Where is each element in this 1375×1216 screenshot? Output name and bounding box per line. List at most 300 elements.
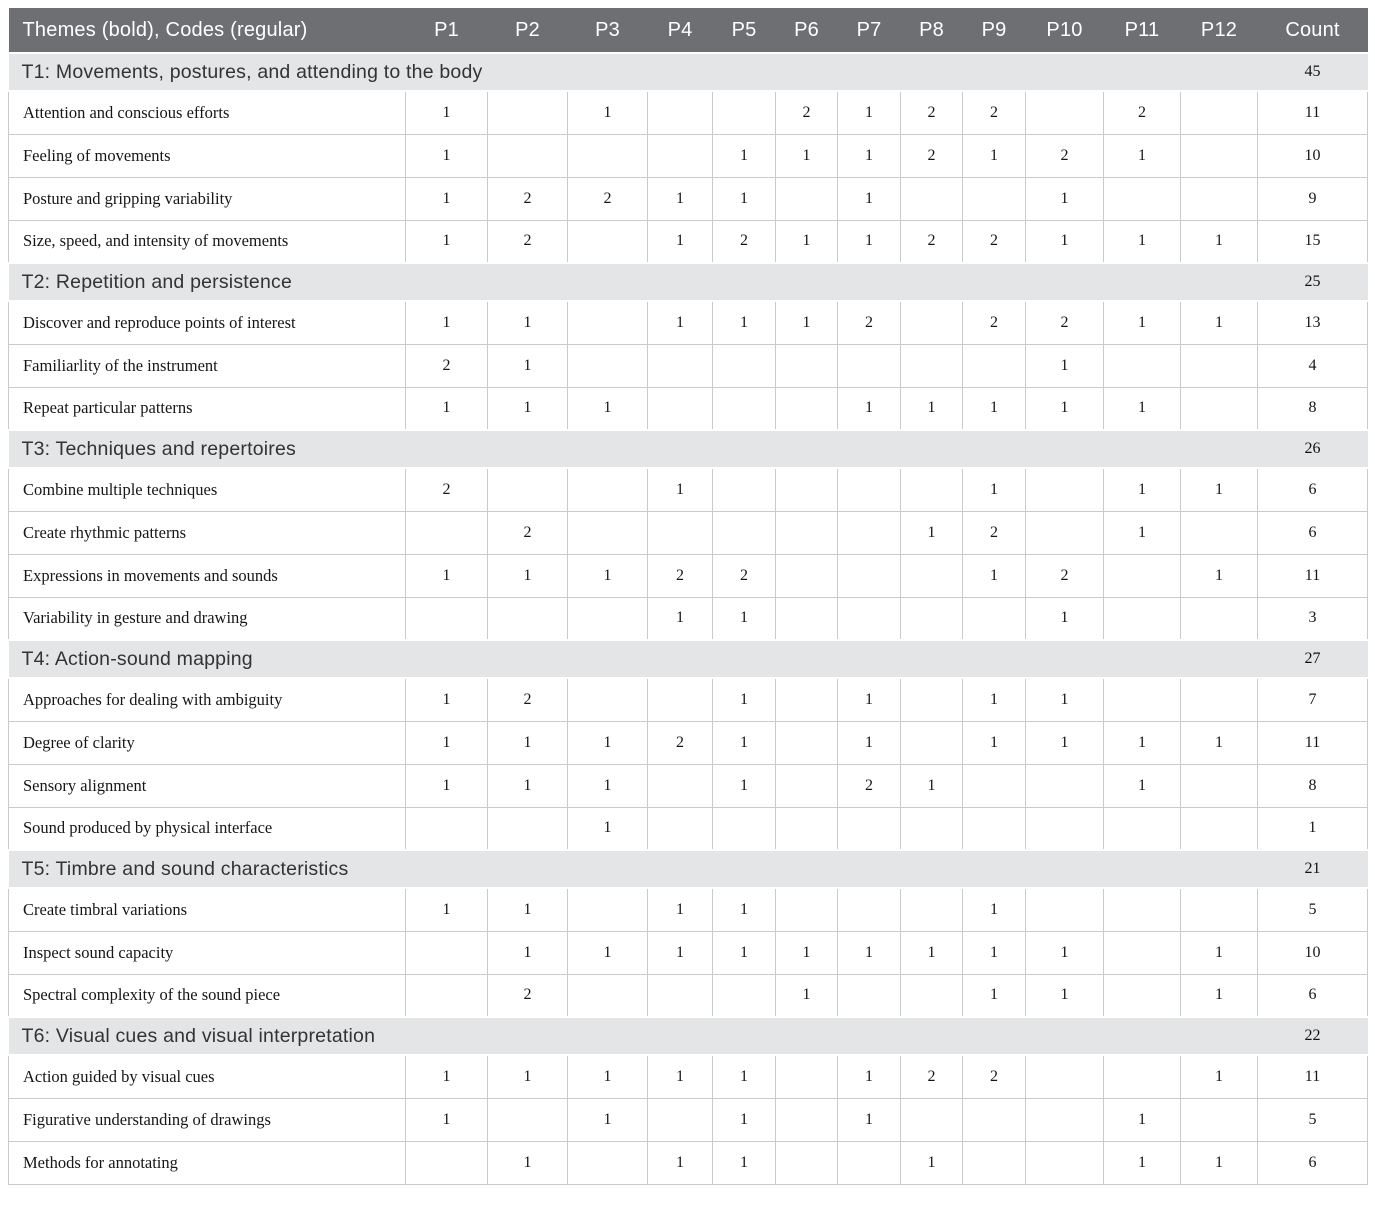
- value-cell-p8: [901, 1098, 963, 1141]
- value-cell-p5: 1: [713, 931, 776, 974]
- value-cell-p12: [1181, 764, 1258, 807]
- value-cell-p8: 1: [901, 1141, 963, 1184]
- value-cell-p8: [901, 888, 963, 931]
- value-cell-p3: 1: [568, 764, 648, 807]
- value-cell-p8: 2: [901, 1055, 963, 1098]
- value-cell-p11: 1: [1104, 468, 1181, 511]
- row-count: 11: [1258, 721, 1368, 764]
- value-cell-p7: [838, 554, 901, 597]
- value-cell-p5: 1: [713, 597, 776, 640]
- value-cell-p8: [901, 344, 963, 387]
- value-cell-p1: 1: [406, 387, 488, 430]
- value-cell-p4: [648, 678, 713, 721]
- value-cell-p7: 1: [838, 1055, 901, 1098]
- value-cell-p5: 1: [713, 1141, 776, 1184]
- code-row: [9, 91, 1368, 134]
- row-count: 11: [1258, 91, 1368, 134]
- value-cell-p2: 2: [488, 511, 568, 554]
- column-header-p5: P5: [713, 8, 776, 53]
- row-count: 8: [1258, 764, 1368, 807]
- theme-label: T3: Techniques and repertoires: [9, 430, 1258, 468]
- value-cell-p3: 1: [568, 1055, 648, 1098]
- value-cell-p4: 2: [648, 721, 713, 764]
- value-cell-p5: 1: [713, 177, 776, 220]
- value-cell-p5: 1: [713, 301, 776, 344]
- value-cell-p9: 1: [963, 554, 1026, 597]
- column-header-p12: P12: [1181, 8, 1258, 53]
- value-cell-p11: 1: [1104, 301, 1181, 344]
- code-row: [9, 931, 1368, 974]
- value-cell-p12: [1181, 597, 1258, 640]
- value-cell-p7: 1: [838, 931, 901, 974]
- value-cell-p2: 1: [488, 764, 568, 807]
- value-cell-p7: [838, 974, 901, 1017]
- value-cell-p6: [776, 597, 838, 640]
- value-cell-p12: 1: [1181, 931, 1258, 974]
- theme-count: 21: [1258, 850, 1368, 888]
- row-count: 3: [1258, 597, 1368, 640]
- value-cell-p10: 2: [1026, 134, 1104, 177]
- code-row: [9, 974, 1368, 1017]
- value-cell-p5: 1: [713, 134, 776, 177]
- row-count: 13: [1258, 301, 1368, 344]
- value-cell-p1: 1: [406, 134, 488, 177]
- theme-count: 45: [1258, 53, 1368, 91]
- value-cell-p1: [406, 1141, 488, 1184]
- value-cell-p10: [1026, 888, 1104, 931]
- value-cell-p5: 2: [713, 554, 776, 597]
- value-cell-p3: 1: [568, 1098, 648, 1141]
- theme-label: T6: Visual cues and visual interpretation: [9, 1017, 1258, 1055]
- row-count: 15: [1258, 220, 1368, 263]
- code-label: Sound produced by physical interface: [9, 807, 406, 850]
- value-cell-p6: 1: [776, 931, 838, 974]
- column-header-p1: P1: [406, 8, 488, 53]
- value-cell-p11: 1: [1104, 220, 1181, 263]
- theme-label: T1: Movements, postures, and attending to the body: [9, 53, 1258, 91]
- value-cell-p9: 1: [963, 387, 1026, 430]
- code-label: Feeling of movements: [9, 134, 406, 177]
- row-count: 6: [1258, 974, 1368, 1017]
- value-cell-p2: 1: [488, 888, 568, 931]
- value-cell-p11: [1104, 597, 1181, 640]
- code-label: Posture and gripping variability: [9, 177, 406, 220]
- value-cell-p3: 2: [568, 177, 648, 220]
- value-cell-p9: 2: [963, 301, 1026, 344]
- value-cell-p3: 1: [568, 807, 648, 850]
- value-cell-p1: 1: [406, 554, 488, 597]
- value-cell-p12: [1181, 134, 1258, 177]
- value-cell-p7: [838, 888, 901, 931]
- row-count: 5: [1258, 888, 1368, 931]
- value-cell-p4: [648, 974, 713, 1017]
- value-cell-p12: 1: [1181, 301, 1258, 344]
- value-cell-p6: [776, 511, 838, 554]
- value-cell-p2: [488, 91, 568, 134]
- value-cell-p2: [488, 597, 568, 640]
- value-cell-p8: [901, 177, 963, 220]
- value-cell-p4: [648, 764, 713, 807]
- code-label: Expressions in movements and sounds: [9, 554, 406, 597]
- code-label: Methods for annotating: [9, 1141, 406, 1184]
- value-cell-p1: 1: [406, 678, 488, 721]
- code-row: [9, 888, 1368, 931]
- value-cell-p11: 1: [1104, 1141, 1181, 1184]
- value-cell-p1: 1: [406, 1055, 488, 1098]
- row-count: 1: [1258, 807, 1368, 850]
- value-cell-p9: [963, 1141, 1026, 1184]
- value-cell-p4: [648, 134, 713, 177]
- code-label: Attention and conscious efforts: [9, 91, 406, 134]
- value-cell-p8: 2: [901, 220, 963, 263]
- value-cell-p5: [713, 387, 776, 430]
- themes-codes-table: [8, 8, 1368, 1185]
- value-cell-p8: 1: [901, 511, 963, 554]
- value-cell-p7: 1: [838, 1098, 901, 1141]
- code-label: Repeat particular patterns: [9, 387, 406, 430]
- value-cell-p9: [963, 1098, 1026, 1141]
- value-cell-p7: 1: [838, 387, 901, 430]
- value-cell-p3: [568, 511, 648, 554]
- value-cell-p12: [1181, 511, 1258, 554]
- value-cell-p4: 1: [648, 931, 713, 974]
- value-cell-p8: [901, 597, 963, 640]
- value-cell-p4: 1: [648, 1055, 713, 1098]
- value-cell-p2: 2: [488, 177, 568, 220]
- value-cell-p7: 1: [838, 678, 901, 721]
- column-header-p11: P11: [1104, 8, 1181, 53]
- value-cell-p10: [1026, 91, 1104, 134]
- value-cell-p12: [1181, 888, 1258, 931]
- code-row: [9, 554, 1368, 597]
- value-cell-p6: 1: [776, 301, 838, 344]
- value-cell-p1: [406, 974, 488, 1017]
- value-cell-p6: 1: [776, 974, 838, 1017]
- theme-row: [9, 1017, 1368, 1055]
- value-cell-p6: [776, 1141, 838, 1184]
- value-cell-p12: 1: [1181, 554, 1258, 597]
- value-cell-p7: [838, 597, 901, 640]
- code-label: Spectral complexity of the sound piece: [9, 974, 406, 1017]
- value-cell-p12: 1: [1181, 1141, 1258, 1184]
- value-cell-p10: [1026, 764, 1104, 807]
- value-cell-p3: 1: [568, 931, 648, 974]
- value-cell-p11: [1104, 888, 1181, 931]
- value-cell-p12: [1181, 344, 1258, 387]
- value-cell-p5: [713, 511, 776, 554]
- column-header-p9: P9: [963, 8, 1026, 53]
- value-cell-p10: 2: [1026, 301, 1104, 344]
- value-cell-p10: 1: [1026, 387, 1104, 430]
- value-cell-p1: 2: [406, 468, 488, 511]
- value-cell-p7: 1: [838, 91, 901, 134]
- row-count: 7: [1258, 678, 1368, 721]
- theme-label: T2: Repetition and persistence: [9, 263, 1258, 301]
- value-cell-p8: [901, 554, 963, 597]
- value-cell-p12: [1181, 1098, 1258, 1141]
- value-cell-p10: [1026, 1098, 1104, 1141]
- value-cell-p12: [1181, 177, 1258, 220]
- code-label: Approaches for dealing with ambiguity: [9, 678, 406, 721]
- value-cell-p4: 1: [648, 468, 713, 511]
- value-cell-p11: 2: [1104, 91, 1181, 134]
- value-cell-p11: 1: [1104, 721, 1181, 764]
- value-cell-p2: 1: [488, 1141, 568, 1184]
- code-row: [9, 468, 1368, 511]
- row-count: 6: [1258, 511, 1368, 554]
- value-cell-p8: [901, 721, 963, 764]
- value-cell-p2: [488, 1098, 568, 1141]
- code-row: [9, 764, 1368, 807]
- value-cell-p4: [648, 344, 713, 387]
- value-cell-p7: [838, 344, 901, 387]
- value-cell-p5: 1: [713, 1098, 776, 1141]
- value-cell-p12: 1: [1181, 721, 1258, 764]
- value-cell-p6: [776, 554, 838, 597]
- row-count: 11: [1258, 554, 1368, 597]
- row-count: 11: [1258, 1055, 1368, 1098]
- value-cell-p11: [1104, 554, 1181, 597]
- code-row: [9, 1055, 1368, 1098]
- column-header-themes-codes: Themes (bold), Codes (regular): [9, 8, 406, 53]
- value-cell-p6: 1: [776, 134, 838, 177]
- value-cell-p4: [648, 1098, 713, 1141]
- value-cell-p3: 1: [568, 721, 648, 764]
- value-cell-p9: 1: [963, 468, 1026, 511]
- value-cell-p9: 1: [963, 931, 1026, 974]
- code-label: Inspect sound capacity: [9, 931, 406, 974]
- value-cell-p8: 1: [901, 764, 963, 807]
- value-cell-p12: 1: [1181, 220, 1258, 263]
- value-cell-p2: 1: [488, 931, 568, 974]
- value-cell-p3: 1: [568, 554, 648, 597]
- row-count: 9: [1258, 177, 1368, 220]
- value-cell-p4: 1: [648, 301, 713, 344]
- value-cell-p9: 1: [963, 888, 1026, 931]
- column-header-p2: P2: [488, 8, 568, 53]
- column-header-p4: P4: [648, 8, 713, 53]
- theme-count: 27: [1258, 640, 1368, 678]
- value-cell-p2: [488, 134, 568, 177]
- code-row: [9, 807, 1368, 850]
- value-cell-p10: [1026, 1055, 1104, 1098]
- value-cell-p4: [648, 511, 713, 554]
- header-row: [9, 8, 1368, 53]
- value-cell-p9: 1: [963, 678, 1026, 721]
- value-cell-p8: 1: [901, 931, 963, 974]
- value-cell-p5: [713, 974, 776, 1017]
- column-header-p8: P8: [901, 8, 963, 53]
- value-cell-p1: [406, 511, 488, 554]
- code-row: [9, 721, 1368, 764]
- value-cell-p6: 1: [776, 220, 838, 263]
- value-cell-p1: 1: [406, 220, 488, 263]
- value-cell-p5: 1: [713, 888, 776, 931]
- value-cell-p6: [776, 1098, 838, 1141]
- value-cell-p8: 2: [901, 134, 963, 177]
- value-cell-p3: [568, 468, 648, 511]
- value-cell-p11: 1: [1104, 764, 1181, 807]
- value-cell-p12: [1181, 678, 1258, 721]
- code-label: Degree of clarity: [9, 721, 406, 764]
- row-count: 4: [1258, 344, 1368, 387]
- code-row: [9, 177, 1368, 220]
- row-count: 6: [1258, 1141, 1368, 1184]
- value-cell-p2: 1: [488, 387, 568, 430]
- code-label: Discover and reproduce points of interest: [9, 301, 406, 344]
- row-count: 10: [1258, 134, 1368, 177]
- value-cell-p6: [776, 807, 838, 850]
- value-cell-p6: [776, 678, 838, 721]
- value-cell-p12: 1: [1181, 974, 1258, 1017]
- value-cell-p5: 2: [713, 220, 776, 263]
- value-cell-p1: 1: [406, 721, 488, 764]
- value-cell-p7: 1: [838, 134, 901, 177]
- value-cell-p2: [488, 807, 568, 850]
- value-cell-p11: [1104, 974, 1181, 1017]
- value-cell-p6: [776, 344, 838, 387]
- value-cell-p3: [568, 888, 648, 931]
- value-cell-p8: [901, 974, 963, 1017]
- code-row: [9, 597, 1368, 640]
- value-cell-p10: 1: [1026, 721, 1104, 764]
- theme-row: [9, 430, 1368, 468]
- value-cell-p10: 1: [1026, 220, 1104, 263]
- theme-row: [9, 640, 1368, 678]
- value-cell-p10: 1: [1026, 177, 1104, 220]
- value-cell-p1: 1: [406, 177, 488, 220]
- value-cell-p10: 2: [1026, 554, 1104, 597]
- value-cell-p1: 2: [406, 344, 488, 387]
- value-cell-p2: 2: [488, 974, 568, 1017]
- value-cell-p4: 1: [648, 597, 713, 640]
- value-cell-p9: [963, 764, 1026, 807]
- value-cell-p9: 2: [963, 511, 1026, 554]
- value-cell-p3: [568, 678, 648, 721]
- value-cell-p2: 2: [488, 220, 568, 263]
- value-cell-p5: 1: [713, 721, 776, 764]
- value-cell-p12: 1: [1181, 468, 1258, 511]
- code-label: Variability in gesture and drawing: [9, 597, 406, 640]
- value-cell-p1: 1: [406, 301, 488, 344]
- row-count: 8: [1258, 387, 1368, 430]
- value-cell-p9: 2: [963, 220, 1026, 263]
- value-cell-p1: 1: [406, 764, 488, 807]
- value-cell-p12: 1: [1181, 1055, 1258, 1098]
- code-label: Figurative understanding of drawings: [9, 1098, 406, 1141]
- code-label: Create timbral variations: [9, 888, 406, 931]
- value-cell-p12: [1181, 91, 1258, 134]
- code-label: Create rhythmic patterns: [9, 511, 406, 554]
- value-cell-p4: [648, 807, 713, 850]
- theme-label: T4: Action-sound mapping: [9, 640, 1258, 678]
- value-cell-p1: [406, 807, 488, 850]
- value-cell-p11: 1: [1104, 134, 1181, 177]
- value-cell-p6: [776, 177, 838, 220]
- value-cell-p5: 1: [713, 1055, 776, 1098]
- code-label: Sensory alignment: [9, 764, 406, 807]
- value-cell-p5: [713, 344, 776, 387]
- value-cell-p9: [963, 344, 1026, 387]
- value-cell-p8: [901, 468, 963, 511]
- value-cell-p12: [1181, 387, 1258, 430]
- column-header-p10: P10: [1026, 8, 1104, 53]
- value-cell-p1: [406, 931, 488, 974]
- value-cell-p10: 1: [1026, 678, 1104, 721]
- value-cell-p7: 1: [838, 721, 901, 764]
- value-cell-p4: 1: [648, 1141, 713, 1184]
- column-header-count: Count: [1258, 8, 1368, 53]
- value-cell-p1: 1: [406, 1098, 488, 1141]
- value-cell-p12: [1181, 807, 1258, 850]
- value-cell-p11: 1: [1104, 1098, 1181, 1141]
- value-cell-p2: 1: [488, 1055, 568, 1098]
- value-cell-p9: 1: [963, 134, 1026, 177]
- value-cell-p8: 1: [901, 387, 963, 430]
- value-cell-p7: 1: [838, 177, 901, 220]
- value-cell-p4: 1: [648, 177, 713, 220]
- theme-row: [9, 850, 1368, 888]
- code-label: Action guided by visual cues: [9, 1055, 406, 1098]
- theme-count: 22: [1258, 1017, 1368, 1055]
- value-cell-p4: 2: [648, 554, 713, 597]
- value-cell-p6: [776, 387, 838, 430]
- value-cell-p11: [1104, 1055, 1181, 1098]
- value-cell-p11: [1104, 678, 1181, 721]
- code-row: [9, 344, 1368, 387]
- value-cell-p6: [776, 764, 838, 807]
- value-cell-p9: [963, 177, 1026, 220]
- code-label: Size, speed, and intensity of movements: [9, 220, 406, 263]
- value-cell-p4: [648, 91, 713, 134]
- code-row: [9, 678, 1368, 721]
- value-cell-p8: [901, 807, 963, 850]
- value-cell-p3: 1: [568, 91, 648, 134]
- code-row: [9, 220, 1368, 263]
- value-cell-p10: [1026, 807, 1104, 850]
- value-cell-p7: [838, 468, 901, 511]
- value-cell-p10: 1: [1026, 597, 1104, 640]
- value-cell-p6: [776, 1055, 838, 1098]
- value-cell-p7: [838, 1141, 901, 1184]
- value-cell-p3: [568, 597, 648, 640]
- value-cell-p11: [1104, 807, 1181, 850]
- value-cell-p4: [648, 387, 713, 430]
- value-cell-p11: [1104, 931, 1181, 974]
- value-cell-p2: 2: [488, 678, 568, 721]
- value-cell-p4: 1: [648, 888, 713, 931]
- column-header-p3: P3: [568, 8, 648, 53]
- value-cell-p10: 1: [1026, 344, 1104, 387]
- column-header-p6: P6: [776, 8, 838, 53]
- value-cell-p6: [776, 888, 838, 931]
- value-cell-p1: 1: [406, 888, 488, 931]
- value-cell-p6: 2: [776, 91, 838, 134]
- value-cell-p3: [568, 974, 648, 1017]
- value-cell-p10: 1: [1026, 974, 1104, 1017]
- value-cell-p3: 1: [568, 387, 648, 430]
- value-cell-p9: 1: [963, 974, 1026, 1017]
- value-cell-p8: 2: [901, 91, 963, 134]
- value-cell-p3: [568, 344, 648, 387]
- theme-row: [9, 53, 1368, 91]
- value-cell-p9: [963, 597, 1026, 640]
- value-cell-p3: [568, 220, 648, 263]
- value-cell-p9: 1: [963, 721, 1026, 764]
- theme-row: [9, 263, 1368, 301]
- value-cell-p6: [776, 721, 838, 764]
- value-cell-p2: 1: [488, 301, 568, 344]
